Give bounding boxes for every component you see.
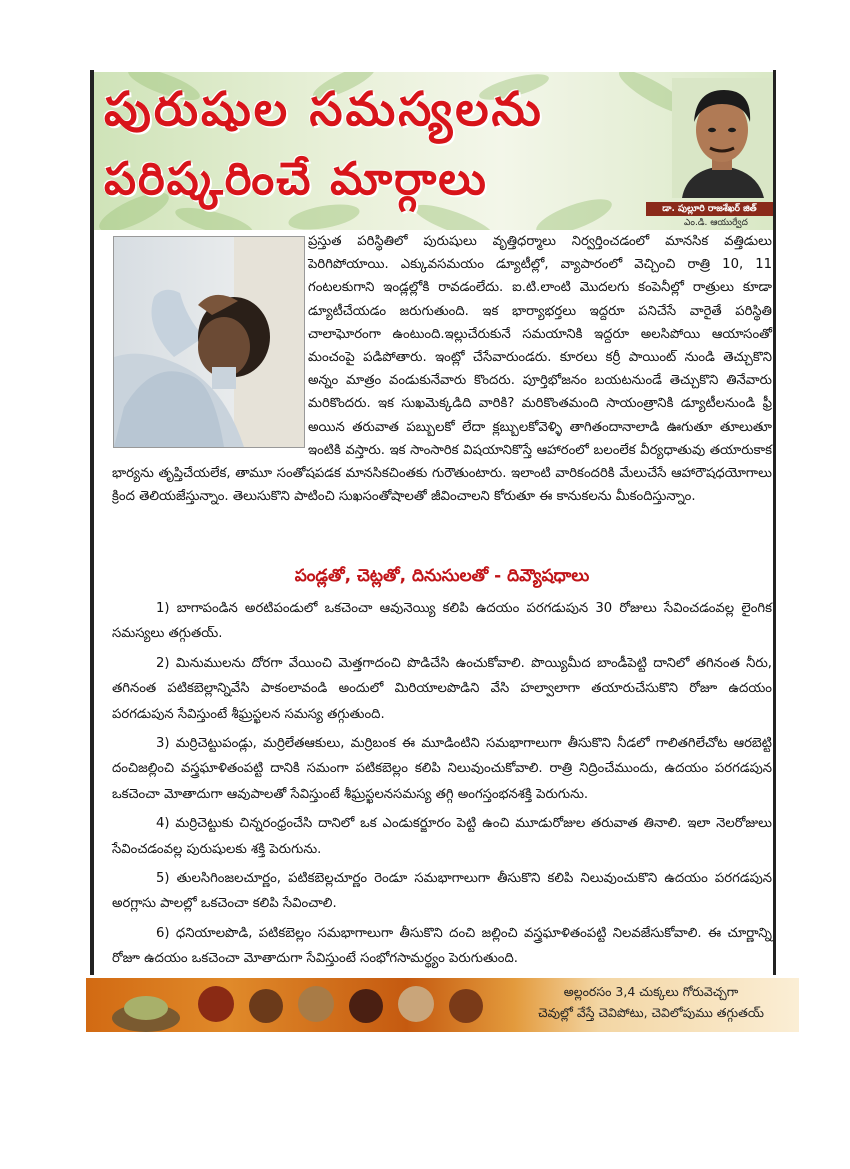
intro-section <box>112 230 772 508</box>
remedies-list <box>112 596 772 976</box>
remedy-item-1: 1) బాగాపండిన అరటిపండులో ఒకచెంచా ఆవునెయ్యి కలిపి ఉదయం పరగడుపున 30 రోజులు సేవించడంవల్ల లైంగిక సమస్యలు తగ్గుతయ్. <box>112 601 772 642</box>
remedy-item-2: 2) మినుములను దోరగా వేయించి మెత్తగాదంచి పొడిచేసి ఉంచుకోవాలి. పొయ్యిమీద బాండీపెట్టి దానిలో తగినంత నీరు, తగినంత పటికబెల్లాన్నివేసి పాకంలావండి అందులో మిరియాలపొడిని వేసి హల్వాలాగా తయారుచేసుకొని రోజూ ఉదయం పరగడుపున సేవిస్తుంటే శీఘ్రస్ఖలన సమస్య తగ్గుతుంది. <box>112 655 772 722</box>
author-portrait <box>672 78 772 198</box>
author-name: డా. పుల్లూరి రాజశేఖర్ జిత్ <box>646 202 773 216</box>
author-degree: ఎం.డి. ఆయుర్వేద <box>684 218 748 228</box>
remedy-item-3: 3) మర్రిచెట్టుపండ్లు, మర్రిలేతఆకులు, మర్రిబంక ఈ మూడింటిని సమభాగాలుగా తీసుకొని నీడలో గాలితగిలేచోట ఆరబెట్టి దంచిజల్లించి వస్త్రఘాళితంపట్టి దానికి సమంగా పటికబెల్లం కలిపి నిలువుంచుకోవాలి. రాత్రి నిద్రించేముందు, ఉదయం పరగడపున ఒకచెంచా మోతాదుగా ఆవుపాలతో సేవిస్తుంటే శీఘ్రస్ఖలనసమస్య తగ్గి అంగస్తంభనశక్తి పెరుగును. <box>112 736 772 802</box>
footer-tip-line-1: అల్లంరసం 3,4 చుక్కలు గోరువెచ్చగా <box>563 984 739 999</box>
remedy-item-6: 6) ధనియాలపొడి, పటికబెల్లం సమభాగాలుగా తీసుకొని దంచి జల్లించి వస్త్రఘాళితంపట్టి నిలవజేసుకోవాలి. ఈ చూర్ణాన్ని రోజూ ఉదయం ఒకచెంచా మోతాదుగా సేవిస్తుంటే సంభోగసామర్థ్యం పెరుగుతుంది. <box>112 925 772 967</box>
title-banner <box>94 72 773 230</box>
remedy-item-5: 5) తులసిగింజలచూర్ణం, పటికబెల్లచూర్ణం రెండూ సమభాగాలుగా తీసుకొని కలిపి నిలువుంచుకొని ఉదయం పరగడపున అరగ్లాసు పాలల్లో ఒకచెంచా కలిపి సేవించాలి. <box>112 871 772 912</box>
spices-graphic <box>86 978 506 1032</box>
title-line-2: పరిష్కరించే మార్గాలు <box>104 152 488 205</box>
page-border-right <box>773 70 776 975</box>
footer-tip-line-2: చెవుల్లో వేస్తే చెవిపోటు, చెవిలోపుము తగ్గుతయ్ <box>538 1005 764 1020</box>
remedies-heading: పండ్లతో, చెట్లతో, దినుసులతో - దివ్యౌషధాలు <box>294 566 590 586</box>
photo-spacer <box>112 230 308 440</box>
remedy-item-4: 4) మర్రిచెట్టుకు చిన్నరంధ్రంచేసి దానిలో ఒక ఎండుకర్జూరం పెట్టి ఉంచి మూడురోజుల తరువాత తినాలి. ఇలా నెలరోజులు సేవించడంవల్ల పురుషులకు శక్తి పెరుగును. <box>112 816 772 857</box>
intro-paragraph: ప్రస్తుత పరిస్థితిలో పురుషులు వృత్తిధర్మాలు నిర్వర్తించడంలో మానసిక వత్తిడులు పెరిగిపోయాయి. ఎక్కువసమయం డ్యూటీల్లో, వ్యాపారంలో వెచ్చించి రాత్రి 10, 11 గంటలకుగాని ఇండ్లల్లోకి రావడంలేదు. ఐ.టి.లాంటి మొదలగు కంపెనీల్లో రాత్రులు కూడా డ్యూటీచేయడం జరుగుతుంది. ఇక భార్యాభర్తలు ఇద్దరూ పనిచేసే వారైతే పరిస్థితి చాలాఘోరంగా ఉంటుంది.ఇల్లుచేరుకునే సమయానికి ఇద్దరూ అలసిపోయి ఆయాసంతో మంచంపై పడిపోతారు. ఇంట్లో చేసేవారుండరు. కూరలు కర్రీ పాయింట్ నుండి తెచ్చుకొని అన్నం మాత్రం వండుకునేవారు కొందరు. పూర్తిభోజనం బయటనుండే తెచ్చుకొని తినేవారు మరికొందరు. ఇక సుఖమెక్కడిది వారికి? మరికొంతమంది సాయంత్రానికి డ్యూటీలనుండి ఫ్రీ అయిన తరువాత పబ్బులకో లేదా క్లబ్బులకోవెళ్ళి తాగితందానాలాడి ఊగుతూ తూలుతూ ఇంటికి వస్తారు. ఇక సాంసారిక విషయానికొస్తే ఆహారంలో బలంలేక వీర్యధాతువు తయారుకాక భార్యను తృప్తిచేయలేక, తామూ సంతోషపడక మానసికచింతకు గురౌతుంటారు. ఇలాంటి వారికందరికి మేలుచేసే ఆహారౌషధయోగాలు క్రింద తెలియజేస్తున్నాం. తెలుసుకొని పాటించి సుఖసంతోషాలతో జీవించాలని కోరుతూ ఈ కానుకలను మీకందిస్తున్నాం. <box>112 234 772 505</box>
title-line-1: పురుషుల సమస్యలను <box>104 82 544 137</box>
footer-banner <box>86 978 799 1032</box>
